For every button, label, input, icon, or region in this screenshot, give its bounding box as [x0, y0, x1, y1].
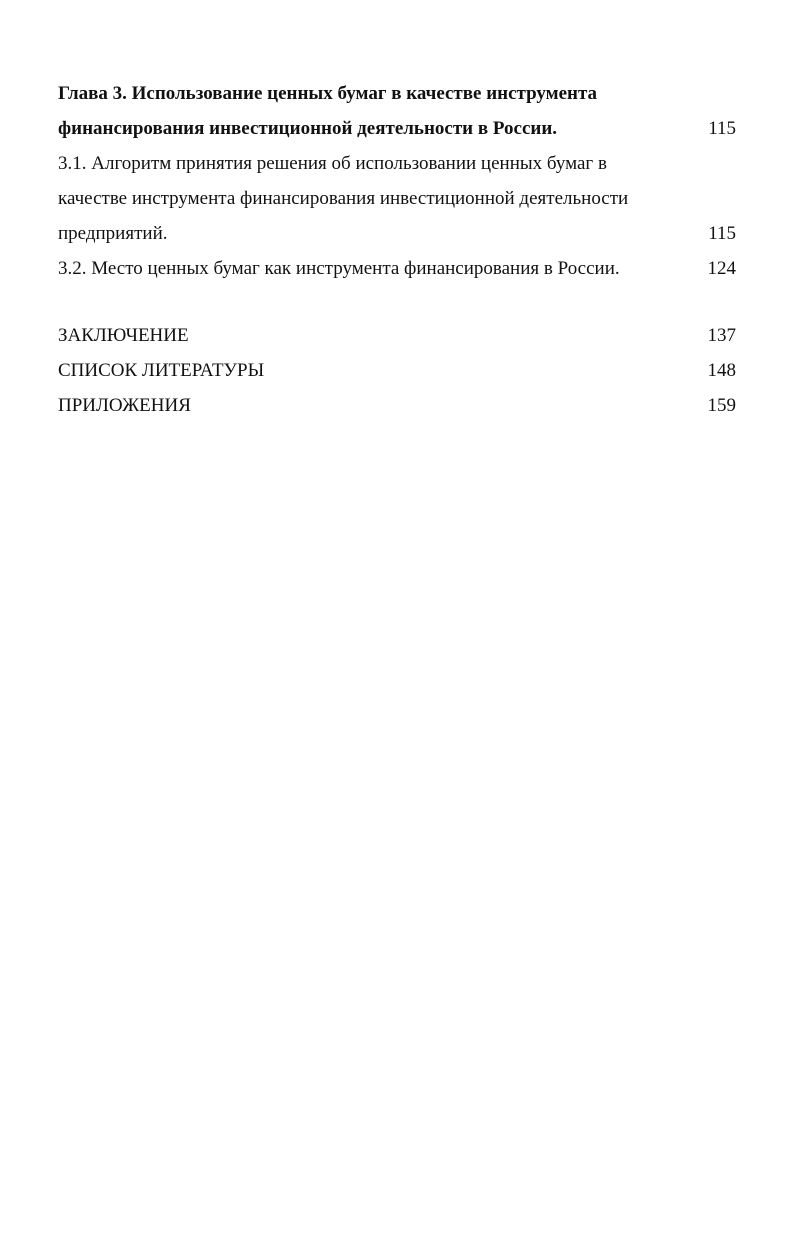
toc-section-3-1-text-part-2: качестве инструмента финансирования инвестиционной деятельности [58, 188, 629, 209]
toc-chapter-3-line-1 [58, 76, 736, 111]
toc-section-3-1-line-2 [58, 181, 736, 216]
toc-section-3-1-text-part-3: предприятий. [58, 223, 168, 244]
toc-bibliography [58, 353, 736, 388]
toc-section-3-2-page: 124 [707, 258, 736, 279]
toc-appendices [58, 388, 736, 423]
toc-bibliography-text: СПИСОК ЛИТЕРАТУРЫ [58, 360, 265, 381]
toc-bibliography-page: 148 [707, 360, 736, 381]
toc-chapter-3-title-part-2: финансирования инвестиционной деятельности в России. [58, 118, 558, 139]
toc-chapter-3-page: 115 [708, 118, 736, 139]
toc-section-3-2 [58, 251, 736, 286]
toc-appendices-page: 159 [707, 395, 736, 416]
toc-chapter-3-line-2 [58, 111, 736, 146]
toc-conclusion-page: 137 [707, 325, 736, 346]
toc-section-3-1-page: 115 [708, 223, 736, 244]
toc-section-3-1-line-1 [58, 146, 736, 181]
toc-section-3-2-text: 3.2. Место ценных бумаг как инструмента финансирования в России. [58, 258, 620, 279]
toc-chapter-3-title-part-1: Глава 3. Использование ценных бумаг в качестве инструмента [58, 83, 598, 104]
toc-section-3-1-text-part-1: 3.1. Алгоритм принятия решения об использовании ценных бумаг в [58, 153, 607, 174]
toc-conclusion [58, 318, 736, 353]
toc-conclusion-text: ЗАКЛЮЧЕНИЕ [58, 325, 189, 346]
toc-spacer [58, 286, 736, 318]
table-of-contents [58, 76, 736, 423]
toc-appendices-text: ПРИЛОЖЕНИЯ [58, 395, 191, 416]
toc-section-3-1-line-3 [58, 216, 736, 251]
